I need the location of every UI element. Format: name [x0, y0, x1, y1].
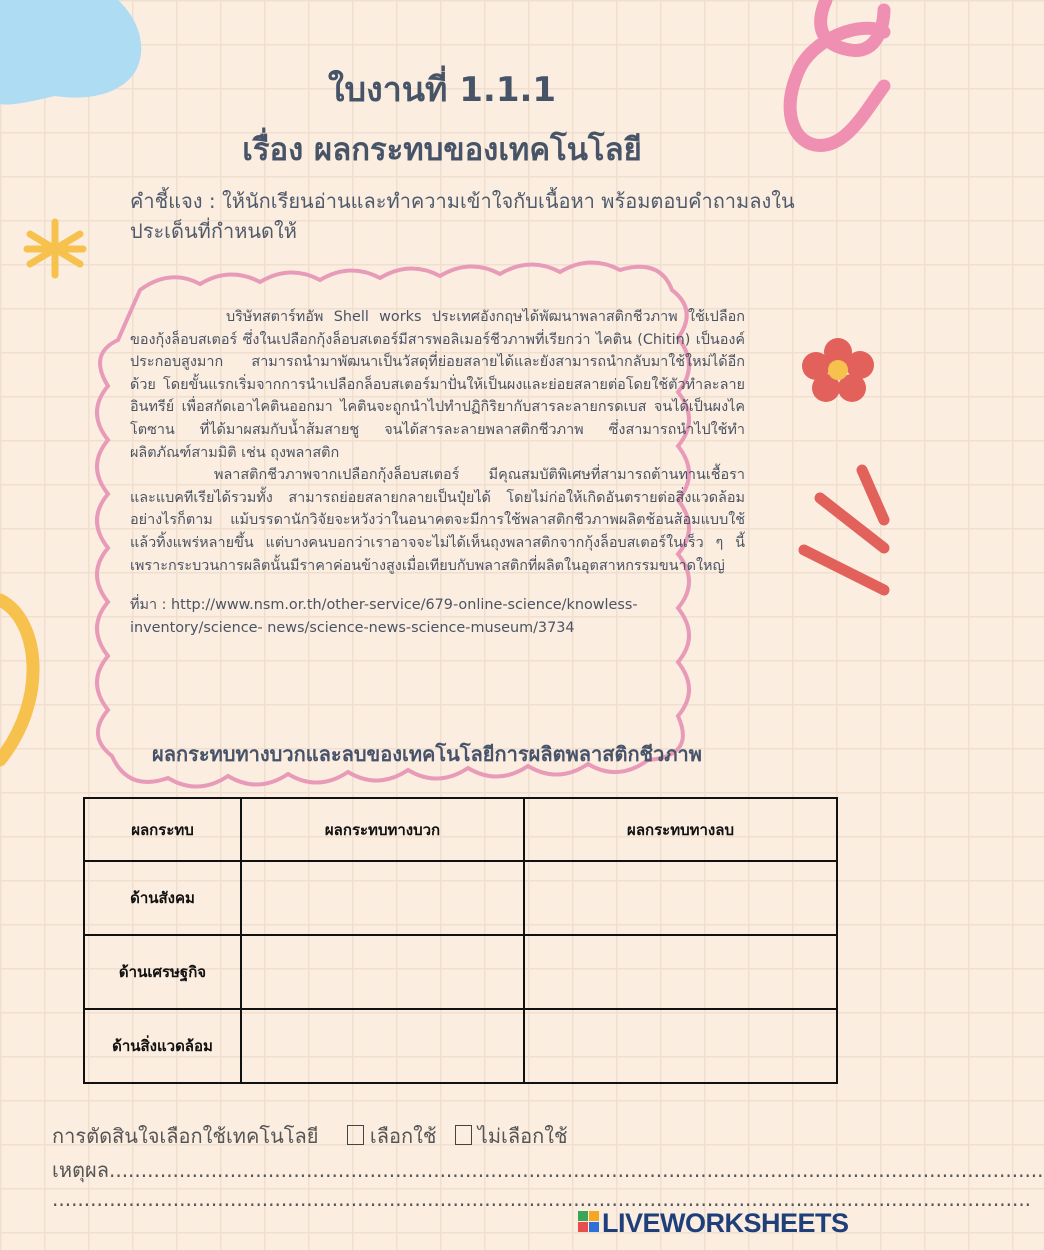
- answer-cell-economic-positive[interactable]: [241, 935, 524, 1009]
- decision-label: การตัดสินใจเลือกใช้เทคโนโลยี: [52, 1124, 319, 1148]
- reason-line[interactable]: [52, 1154, 1044, 1186]
- passage-paragraph-1: [130, 306, 745, 464]
- table-title: ผลกระทบทางบวกและลบของเทคโนโลยีการผลิตพลาสติกชีวภาพ: [152, 742, 702, 766]
- passage-paragraph-2-text: พลาสติกชีวภาพจากเปลือกกุ้งล็อบสเตอร์ มีคุณสมบัติพิเศษที่สามารถต้านทานเชื้อราและแบคทีเรียได้รวมทั้ง สามารถย่อยสลายกลายเป็นปุ๋ยได้ โดยไม่ก่อให้เกิดอันตรายต่อสิ่งแวดล้อมอย่างไรก็ตาม แม้บรรดานักวิจัยจะหวังว่าในอนาคตจะมีการใช้พลาสติกชีวภาพผลิตช้อนส้อมแบบใช้แล้วทิ้งแพร่หลายขึ้น แต่บางคนบอกว่าเราอาจจะไม่ได้เห็นถุงพลาสติกจากกุ้งล็อบสเตอร์ในเร็ว ๆ นี้ เพราะกระบวนการผลิตนั้นมีราคาค่อนข้างสูงเมื่อเทียบกับพลาสติกที่ผลิตในอุตสาหกรรมขนาดใหญ่: [130, 467, 745, 574]
- impact-table: [83, 797, 838, 1084]
- reason-label: เหตุผล: [52, 1158, 109, 1182]
- passage-paragraph-1-text: บริษัทสตาร์ทอัพ Shell works ประเทศอังกฤษได้พัฒนาพลาสติกชีวภาพ ใช้เปลือกของกุ้งล็อบสเตอร์ ซึ่งในเปลือกกุ้งล็อบสเตอร์มีสารพอลิเมอร์ชีวภาพที่เรียกว่า ไคติน (Chitin) เป็นองค์ประกอบสูงมาก สามารถนำมาพัฒนาเป็นวัสดุที่ย่อยสลายได้และยังสามารถนำกลับมาใช้ใหม่ได้อีกด้วย โดยขั้นแรกเริ่มจากการนำเปลือกล็อบสเตอร์มาปั่นให้เป็นผงและย่อยสลายต่อโดยใช้ตัวทำละลายอินทรีย์ เพื่อสกัดเอาไคตินออกมา ไคตินจะถูกนำไปทำปฏิกิริยากับสารละลายกรดเบส จนได้เป็นผงไคโตซาน ที่ได้มาผสมกับน้ำส้มสายชู จนได้สารละลายพลาสติกชีวภาพ ซึ่งสามารถนำไปใช้ทำผลิตภัณฑ์สามมิติ เช่น ถุงพลาสติก: [130, 309, 745, 461]
- reading-passage: [130, 306, 745, 577]
- table-row: [84, 935, 837, 1009]
- table-row: [84, 861, 837, 935]
- liveworksheets-logo: [578, 1208, 849, 1239]
- not-use-checkbox[interactable]: [455, 1125, 472, 1145]
- worksheet-title: ใบงานที่ 1.1.1: [327, 70, 557, 110]
- not-use-option-label: ไม่เลือกใช้: [477, 1124, 568, 1148]
- answer-cell-environment-negative[interactable]: [524, 1009, 837, 1083]
- answer-cell-social-positive[interactable]: [241, 861, 524, 935]
- use-option-label: เลือกใช้: [369, 1124, 437, 1148]
- table-header-row: [84, 798, 837, 861]
- table-row: [84, 1009, 837, 1083]
- reason-dots: ...................................................................................................................................................: [108, 1158, 1044, 1182]
- row-label-environment: ด้านสิ่งแวดล้อม: [84, 1009, 241, 1083]
- liveworksheets-badge-icon: [578, 1209, 600, 1235]
- answer-cell-environment-positive[interactable]: [241, 1009, 524, 1083]
- answer-cell-social-negative[interactable]: [524, 861, 837, 935]
- decision-line: [52, 1120, 568, 1152]
- red-stroke-decoration: [804, 470, 884, 590]
- row-label-social: ด้านสังคม: [84, 861, 241, 935]
- worksheet-subtitle: เรื่อง ผลกระทบของเทคโนโลยี: [242, 132, 642, 168]
- row-label-economic: ด้านเศรษฐกิจ: [84, 935, 241, 1009]
- passage-paragraph-2: [130, 464, 745, 577]
- instruction-text: คำชี้แจง : ให้นักเรียนอ่านและทำความเข้าใจกับเนื้อหา พร้อมตอบคำถามลงในประเด็นที่กำหนดให้: [130, 189, 795, 243]
- answer-cell-economic-negative[interactable]: [524, 935, 837, 1009]
- yellow-arc-decoration: [0, 600, 33, 760]
- header-positive: ผลกระทบทางบวก: [241, 798, 524, 861]
- header-negative: ผลกระทบทางลบ: [524, 798, 837, 861]
- red-flower-decoration: [802, 338, 874, 402]
- source-citation: ที่มา : http://www.nsm.or.th/other-service/679-online-science/knowless-inventory/science- news/science-news-science-museum/3734: [130, 597, 638, 636]
- header-impact: ผลกระทบ: [84, 798, 241, 861]
- use-checkbox[interactable]: [347, 1125, 364, 1145]
- reason-line-2[interactable]: ..........................................................................................................................................................: [52, 1187, 1032, 1211]
- logo-text: LIVEWORKSHEETS: [602, 1208, 849, 1238]
- yellow-asterisk-decoration: [27, 222, 83, 275]
